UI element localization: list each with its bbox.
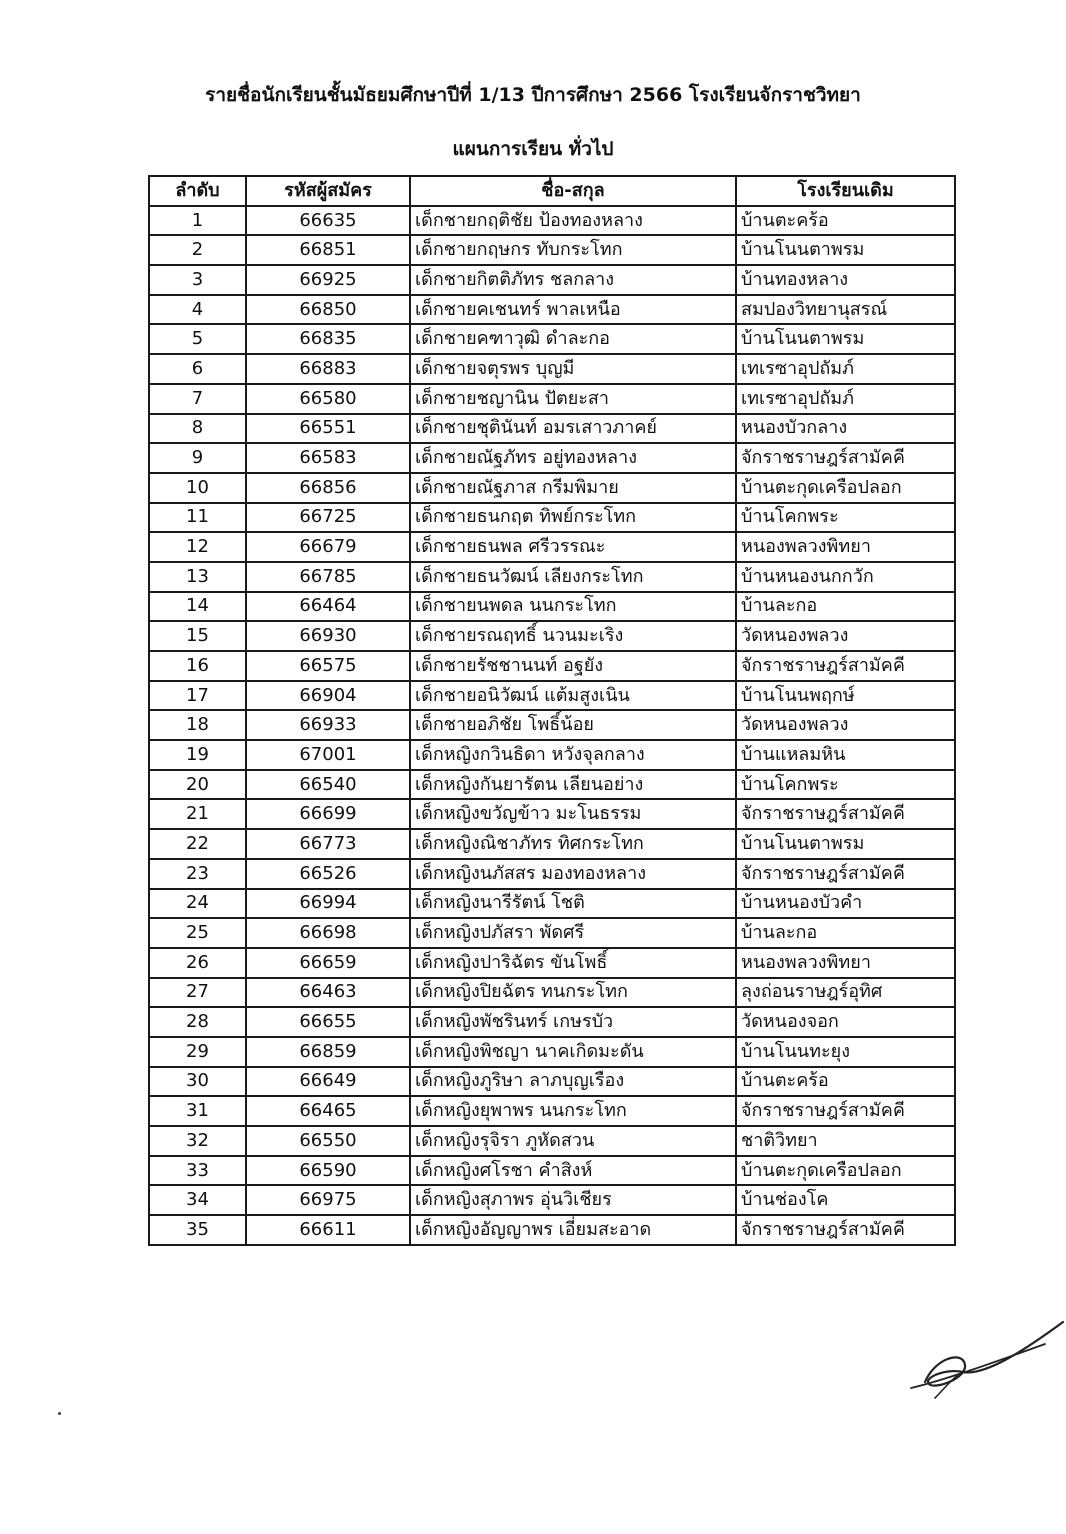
full-name-cell: เด็กหญิงนารีรัตน์ โชติ: [410, 889, 736, 919]
previous-school-cell: เทเรซาอุปถัมภ์: [736, 384, 955, 414]
full-name-cell: เด็กหญิงศโรชา คำสิงห์: [410, 1156, 736, 1186]
applicant-id-cell: 66835: [246, 324, 410, 354]
full-name-cell: เด็กชายกฤษกร ทับกระโทก: [410, 235, 736, 265]
full-name-cell: เด็กหญิงกันยารัตน เลียนอย่าง: [410, 770, 736, 800]
applicant-id-cell: 66655: [246, 1007, 410, 1037]
full-name-cell: เด็กชายอภิชัย โพธิ์น้อย: [410, 710, 736, 740]
full-name-cell: เด็กหญิงรุจิรา ภูหัดสวน: [410, 1126, 736, 1156]
column-header-previous-school: โรงเรียนเดิม: [736, 176, 955, 206]
previous-school-cell: บ้านหนองนกกวัก: [736, 562, 955, 592]
applicant-id-cell: 66659: [246, 948, 410, 978]
applicant-id-cell: 66635: [246, 206, 410, 236]
applicant-id-cell: 66883: [246, 354, 410, 384]
full-name-cell: เด็กหญิงสุภาพร อุ่นวิเชียร: [410, 1185, 736, 1215]
order-cell: 35: [149, 1215, 246, 1245]
previous-school-cell: บ้านโนนตาพรม: [736, 235, 955, 265]
order-cell: 9: [149, 443, 246, 473]
previous-school-cell: หนองบัวกลาง: [736, 414, 955, 444]
previous-school-cell: บ้านโนนทะยุง: [736, 1037, 955, 1067]
previous-school-cell: จักราชราษฎร์สามัคคี: [736, 859, 955, 889]
full-name-cell: เด็กหญิงพัชรินทร์ เกษรบัว: [410, 1007, 736, 1037]
order-cell: 33: [149, 1156, 246, 1186]
previous-school-cell: บ้านตะกุดเครือปลอก: [736, 1156, 955, 1186]
table-row: [149, 978, 955, 1008]
applicant-id-cell: 66925: [246, 265, 410, 295]
table-row: [149, 1096, 955, 1126]
full-name-cell: เด็กชายนพดล นนกระโทก: [410, 592, 736, 622]
full-name-cell: เด็กหญิงนภัสสร มองทองหลาง: [410, 859, 736, 889]
full-name-cell: เด็กชายจตุรพร บุญมี: [410, 354, 736, 384]
table-row: [149, 1126, 955, 1156]
previous-school-cell: ชาติวิทยา: [736, 1126, 955, 1156]
signature-mark: [905, 1310, 1066, 1405]
applicant-id-cell: 66679: [246, 532, 410, 562]
order-cell: 29: [149, 1037, 246, 1067]
column-header-applicant-id: รหัสผู้สมัคร: [246, 176, 410, 206]
previous-school-cell: บ้านทองหลาง: [736, 265, 955, 295]
full-name-cell: เด็กหญิงยุพาพร นนกระโทก: [410, 1096, 736, 1126]
table-row: [149, 1185, 955, 1215]
order-cell: 28: [149, 1007, 246, 1037]
full-name-cell: เด็กชายธนวัฒน์ เลียงกระโทก: [410, 562, 736, 592]
applicant-id-cell: 66699: [246, 799, 410, 829]
previous-school-cell: บ้านโนนพฤกษ์: [736, 681, 955, 711]
applicant-id-cell: 66904: [246, 681, 410, 711]
previous-school-cell: เทเรซาอุปถัมภ์: [736, 354, 955, 384]
full-name-cell: เด็กหญิงณิชาภัทร ทิศกระโทก: [410, 829, 736, 859]
applicant-id-cell: 66464: [246, 592, 410, 622]
table-row: [149, 1067, 955, 1097]
order-cell: 26: [149, 948, 246, 978]
full-name-cell: เด็กหญิงพิชญา นาคเกิดมะดัน: [410, 1037, 736, 1067]
full-name-cell: เด็กชายณัฐภาส กรีมพิมาย: [410, 473, 736, 503]
full-name-cell: เด็กหญิงขวัญข้าว มะโนธรรม: [410, 799, 736, 829]
previous-school-cell: บ้านโนนตาพรม: [736, 324, 955, 354]
previous-school-cell: จักราชราษฎร์สามัคคี: [736, 443, 955, 473]
order-cell: 17: [149, 681, 246, 711]
table-row: [149, 295, 955, 325]
student-roster-table: [148, 175, 956, 1246]
order-cell: 5: [149, 324, 246, 354]
previous-school-cell: บ้านแหลมหิน: [736, 740, 955, 770]
table-row: [149, 710, 955, 740]
full-name-cell: เด็กชายคเชนทร์ พาลเหนือ: [410, 295, 736, 325]
previous-school-cell: จักราชราษฎร์สามัคคี: [736, 1215, 955, 1245]
previous-school-cell: บ้านหนองบัวคำ: [736, 889, 955, 919]
applicant-id-cell: 66856: [246, 473, 410, 503]
applicant-id-cell: 66575: [246, 651, 410, 681]
previous-school-cell: บ้านโคกพระ: [736, 503, 955, 533]
order-cell: 31: [149, 1096, 246, 1126]
applicant-id-cell: 66785: [246, 562, 410, 592]
previous-school-cell: จักราชราษฎร์สามัคคี: [736, 1096, 955, 1126]
table-row: [149, 829, 955, 859]
applicant-id-cell: 66851: [246, 235, 410, 265]
order-cell: 32: [149, 1126, 246, 1156]
order-cell: 2: [149, 235, 246, 265]
table-row: [149, 651, 955, 681]
full-name-cell: เด็กชายอนิวัฒน์ แต้มสูงเนิน: [410, 681, 736, 711]
full-name-cell: เด็กหญิงกวินธิดา หวังจุลกลาง: [410, 740, 736, 770]
applicant-id-cell: 66580: [246, 384, 410, 414]
full-name-cell: เด็กหญิงอัญญาพร เอี่ยมสะอาด: [410, 1215, 736, 1245]
full-name-cell: เด็กชายรณฤทธิ์ นวนมะเริง: [410, 621, 736, 651]
applicant-id-cell: 66540: [246, 770, 410, 800]
order-cell: 23: [149, 859, 246, 889]
applicant-id-cell: 66550: [246, 1126, 410, 1156]
applicant-id-cell: 66725: [246, 503, 410, 533]
previous-school-cell: บ้านช่องโค: [736, 1185, 955, 1215]
table-row: [149, 384, 955, 414]
applicant-id-cell: 66994: [246, 889, 410, 919]
previous-school-cell: หนองพลวงพิทยา: [736, 532, 955, 562]
applicant-id-cell: 66463: [246, 978, 410, 1008]
table-row: [149, 235, 955, 265]
order-cell: 15: [149, 621, 246, 651]
table-row: [149, 414, 955, 444]
previous-school-cell: ลุงถ่อนราษฎร์อุทิศ: [736, 978, 955, 1008]
full-name-cell: เด็กชายกฤติชัย ป้องทองหลาง: [410, 206, 736, 236]
applicant-id-cell: 66590: [246, 1156, 410, 1186]
previous-school-cell: สมปองวิทยานุสรณ์: [736, 295, 955, 325]
order-cell: 14: [149, 592, 246, 622]
order-cell: 27: [149, 978, 246, 1008]
applicant-id-cell: 66583: [246, 443, 410, 473]
table-row: [149, 948, 955, 978]
full-name-cell: เด็กชายธนกฤต ทิพย์กระโทก: [410, 503, 736, 533]
applicant-id-cell: 66649: [246, 1067, 410, 1097]
table-row: [149, 1215, 955, 1245]
order-cell: 3: [149, 265, 246, 295]
table-row: [149, 265, 955, 295]
order-cell: 20: [149, 770, 246, 800]
table-row: [149, 859, 955, 889]
previous-school-cell: บ้านตะกุดเครือปลอก: [736, 473, 955, 503]
table-row: [149, 206, 955, 236]
table-row: [149, 621, 955, 651]
order-cell: 19: [149, 740, 246, 770]
scan-speck: [58, 1412, 61, 1415]
full-name-cell: เด็กชายณัฐภัทร อยู่ทองหลาง: [410, 443, 736, 473]
full-name-cell: เด็กชายรัชชานนท์ อฐยัง: [410, 651, 736, 681]
column-header-full-name: ชื่อ-สกุล: [410, 176, 736, 206]
table-row: [149, 1007, 955, 1037]
table-row: [149, 443, 955, 473]
order-cell: 34: [149, 1185, 246, 1215]
previous-school-cell: บ้านละกอ: [736, 592, 955, 622]
order-cell: 8: [149, 414, 246, 444]
previous-school-cell: บ้านตะคร้อ: [736, 1067, 955, 1097]
previous-school-cell: วัดหนองจอก: [736, 1007, 955, 1037]
applicant-id-cell: 66975: [246, 1185, 410, 1215]
full-name-cell: เด็กชายคฑาวุฒิ ดำละกอ: [410, 324, 736, 354]
table-row: [149, 354, 955, 384]
table-row: [149, 473, 955, 503]
previous-school-cell: บ้านละกอ: [736, 918, 955, 948]
table-header-row: [149, 176, 955, 206]
column-header-order: ลำดับ: [149, 176, 246, 206]
table-row: [149, 918, 955, 948]
previous-school-cell: วัดหนองพลวง: [736, 621, 955, 651]
table-body: [149, 206, 955, 1245]
table-row: [149, 799, 955, 829]
previous-school-cell: จักราชราษฎร์สามัคคี: [736, 651, 955, 681]
full-name-cell: เด็กชายชุตินันท์ อมรเสาวภาคย์: [410, 414, 736, 444]
previous-school-cell: วัดหนองพลวง: [736, 710, 955, 740]
order-cell: 11: [149, 503, 246, 533]
table-row: [149, 740, 955, 770]
full-name-cell: เด็กชายธนพล ศรีวรรณะ: [410, 532, 736, 562]
order-cell: 24: [149, 889, 246, 919]
order-cell: 12: [149, 532, 246, 562]
table-row: [149, 503, 955, 533]
order-cell: 13: [149, 562, 246, 592]
order-cell: 6: [149, 354, 246, 384]
page-subtitle: แผนการเรียน ทั่วไป: [452, 138, 614, 160]
order-cell: 21: [149, 799, 246, 829]
previous-school-cell: จักราชราษฎร์สามัคคี: [736, 799, 955, 829]
table-row: [149, 532, 955, 562]
applicant-id-cell: 66465: [246, 1096, 410, 1126]
table-row: [149, 681, 955, 711]
table-row: [149, 1037, 955, 1067]
previous-school-cell: บ้านโนนตาพรม: [736, 829, 955, 859]
table-row: [149, 889, 955, 919]
full-name-cell: เด็กหญิงปาริฉัตร ขันโพธิ์: [410, 948, 736, 978]
order-cell: 10: [149, 473, 246, 503]
table-row: [149, 562, 955, 592]
order-cell: 4: [149, 295, 246, 325]
applicant-id-cell: 66611: [246, 1215, 410, 1245]
applicant-id-cell: 66773: [246, 829, 410, 859]
applicant-id-cell: 66930: [246, 621, 410, 651]
previous-school-cell: บ้านตะคร้อ: [736, 206, 955, 236]
full-name-cell: เด็กหญิงภูริษา ลาภบุญเรือง: [410, 1067, 736, 1097]
table-row: [149, 1156, 955, 1186]
table-row: [149, 770, 955, 800]
full-name-cell: เด็กหญิงปิยฉัตร ทนกระโทก: [410, 978, 736, 1008]
applicant-id-cell: 66859: [246, 1037, 410, 1067]
order-cell: 1: [149, 206, 246, 236]
order-cell: 25: [149, 918, 246, 948]
previous-school-cell: หนองพลวงพิทยา: [736, 948, 955, 978]
order-cell: 30: [149, 1067, 246, 1097]
order-cell: 7: [149, 384, 246, 414]
order-cell: 16: [149, 651, 246, 681]
order-cell: 18: [149, 710, 246, 740]
applicant-id-cell: 66698: [246, 918, 410, 948]
applicant-id-cell: 66933: [246, 710, 410, 740]
table-row: [149, 324, 955, 354]
table-row: [149, 592, 955, 622]
applicant-id-cell: 66551: [246, 414, 410, 444]
order-cell: 22: [149, 829, 246, 859]
applicant-id-cell: 67001: [246, 740, 410, 770]
full-name-cell: เด็กชายชญานิน ปัตยะสา: [410, 384, 736, 414]
applicant-id-cell: 66850: [246, 295, 410, 325]
full-name-cell: เด็กชายกิตติภัทร ชลกลาง: [410, 265, 736, 295]
page-title: รายชื่อนักเรียนชั้นมัธยมศึกษาปีที่ 1/13 ปีการศึกษา 2566 โรงเรียนจักราชวิทยา: [205, 84, 861, 106]
applicant-id-cell: 66526: [246, 859, 410, 889]
previous-school-cell: บ้านโคกพระ: [736, 770, 955, 800]
full-name-cell: เด็กหญิงปภัสรา พัดศรี: [410, 918, 736, 948]
